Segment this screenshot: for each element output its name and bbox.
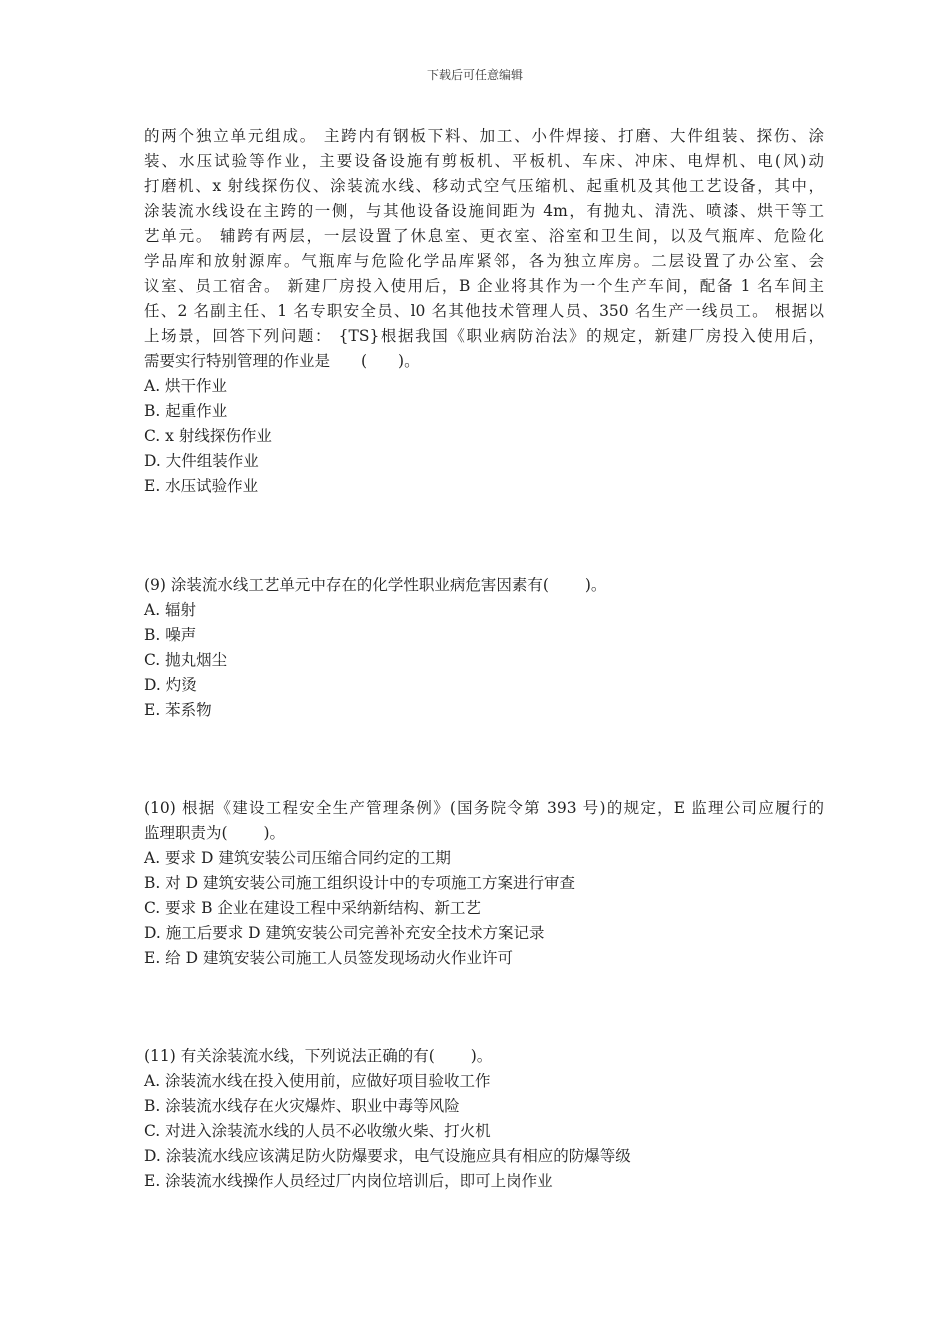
option-d: D. 大件组装作业 bbox=[144, 452, 259, 470]
option-c: C. x 射线探伤作业 bbox=[144, 427, 272, 445]
option-e: E. 苯系物 bbox=[144, 701, 212, 719]
option-c: C. 抛丸烟尘 bbox=[144, 651, 228, 669]
question-10-stem: (10) 根据《建设工程安全生产管理条例》(国务院令第 393 号)的规定，E 监理公司应履行的 bbox=[144, 799, 824, 817]
stem-line: 任、2 名副主任、1 名专职安全员、l0 名其他技术管理人员、350 名生产一线员工。 根据以 bbox=[144, 302, 824, 320]
stem-line: 装、水压试验等作业，主要设备设施有剪板机、平板机、车床、冲床、电焊机、电(风)动 bbox=[144, 152, 824, 170]
option-c: C. 要求 B 企业在建设工程中采纳新结构、新工艺 bbox=[144, 899, 481, 917]
question-11-stem: (11) 有关涂装流水线，下列说法正确的有( )。 bbox=[144, 1047, 493, 1065]
option-d: D. 施工后要求 D 建筑安装公司完善补充安全技术方案记录 bbox=[144, 924, 545, 942]
option-a: A. 烘干作业 bbox=[144, 377, 228, 395]
question-8 bbox=[144, 124, 824, 499]
option-a: A. 要求 D 建筑安装公司压缩合同约定的工期 bbox=[144, 849, 451, 867]
option-a: A. 辐射 bbox=[144, 601, 197, 619]
option-c: C. 对进入涂装流水线的人员不必收缴火柴、打火机 bbox=[144, 1122, 491, 1140]
question-10-stem-cont: 监理职责为( )。 bbox=[144, 824, 286, 842]
option-b: B. 涂装流水线存在火灾爆炸、职业中毒等风险 bbox=[144, 1097, 460, 1115]
option-e: E. 涂装流水线操作人员经过厂内岗位培训后，即可上岗作业 bbox=[144, 1172, 553, 1190]
option-b: B. 噪声 bbox=[144, 626, 197, 644]
option-d: D. 涂装流水线应该满足防火防爆要求，电气设施应具有相应的防爆等级 bbox=[144, 1147, 631, 1165]
option-e: E. 水压试验作业 bbox=[144, 477, 259, 495]
option-e: E. 给 D 建筑安装公司施工人员签发现场动火作业许可 bbox=[144, 949, 513, 967]
stem-line: 需要实行特别管理的作业是 ( )。 bbox=[144, 352, 420, 370]
question-9 bbox=[144, 573, 824, 723]
question-9-stem: (9) 涂装流水线工艺单元中存在的化学性职业病危害因素有( )。 bbox=[144, 576, 607, 594]
option-b: B. 对 D 建筑安装公司施工组织设计中的专项施工方案进行审查 bbox=[144, 874, 576, 892]
stem-line: 上场景，回答下列问题： {TS}根据我国《职业病防治法》的规定，新建厂房投入使用后， bbox=[144, 327, 824, 345]
stem-line: 学品库和放射源库。气瓶库与危险化学品库紧邻，各为独立库房。二层设置了办公室、会 bbox=[144, 252, 824, 270]
option-b: B. 起重作业 bbox=[144, 402, 228, 420]
question-10 bbox=[144, 796, 824, 971]
stem-line: 打磨机、x 射线探伤仪、涂装流水线、移动式空气压缩机、起重机及其他工艺设备，其中， bbox=[144, 177, 824, 195]
question-11 bbox=[144, 1044, 824, 1194]
document-body bbox=[144, 124, 824, 1190]
question-8-stem bbox=[144, 124, 824, 374]
stem-line: 涂装流水线设在主跨的一侧，与其他设备设施间距为 4m，有抛丸、清洗、喷漆、烘干等工 bbox=[144, 202, 824, 220]
option-d: D. 灼烫 bbox=[144, 676, 197, 694]
option-a: A. 涂装流水线在投入使用前，应做好项目验收工作 bbox=[144, 1072, 491, 1090]
page-header: 下载后可任意编辑 bbox=[426, 68, 523, 82]
stem-line: 议室、员工宿舍。 新建厂房投入使用后，B 企业将其作为一个生产车间，配备 1 名车间主 bbox=[144, 277, 824, 295]
stem-line: 艺单元。 辅跨有两层，一层设置了休息室、更衣室、浴室和卫生间，以及气瓶库、危险化 bbox=[144, 227, 824, 245]
stem-line: 的两个独立单元组成。 主跨内有钢板下料、加工、小件焊接、打磨、大件组装、探伤、涂 bbox=[144, 127, 824, 145]
